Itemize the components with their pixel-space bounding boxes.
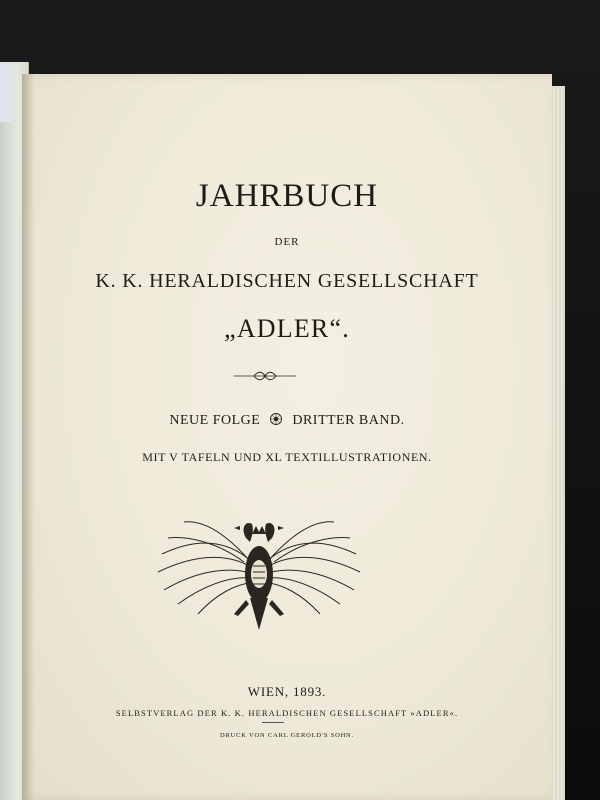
publisher-line: SELBSTVERLAG DER K. K. HERALDISCHEN GESELLSCHAFT »ADLER«. [115,708,459,718]
place-and-year: WIEN, 1893. [247,684,327,699]
series-line [22,412,552,429]
society-name: K. K. HERALDISCHEN GESELLSCHAFT [95,270,479,292]
society-short-name: „ADLER“. [224,314,350,343]
cover-lining [0,62,12,122]
printer-line: DRUCK VON CARL GEROLD'S SOHN. [220,732,354,739]
title-page [22,74,552,800]
volume-label: DRITTER BAND. [292,413,405,428]
double-headed-eagle-icon [154,514,364,634]
title-connector: DER [274,236,300,248]
plates-line: MIT V TAFELN UND XL TEXTILLUSTRATIONEN. [142,450,432,464]
book-title: JAHRBUCH [195,178,379,214]
imprint-rule [262,722,284,723]
ornamental-rule-icon [232,370,298,382]
rosette-icon [269,412,283,426]
series-label: NEUE FOLGE [169,413,261,428]
